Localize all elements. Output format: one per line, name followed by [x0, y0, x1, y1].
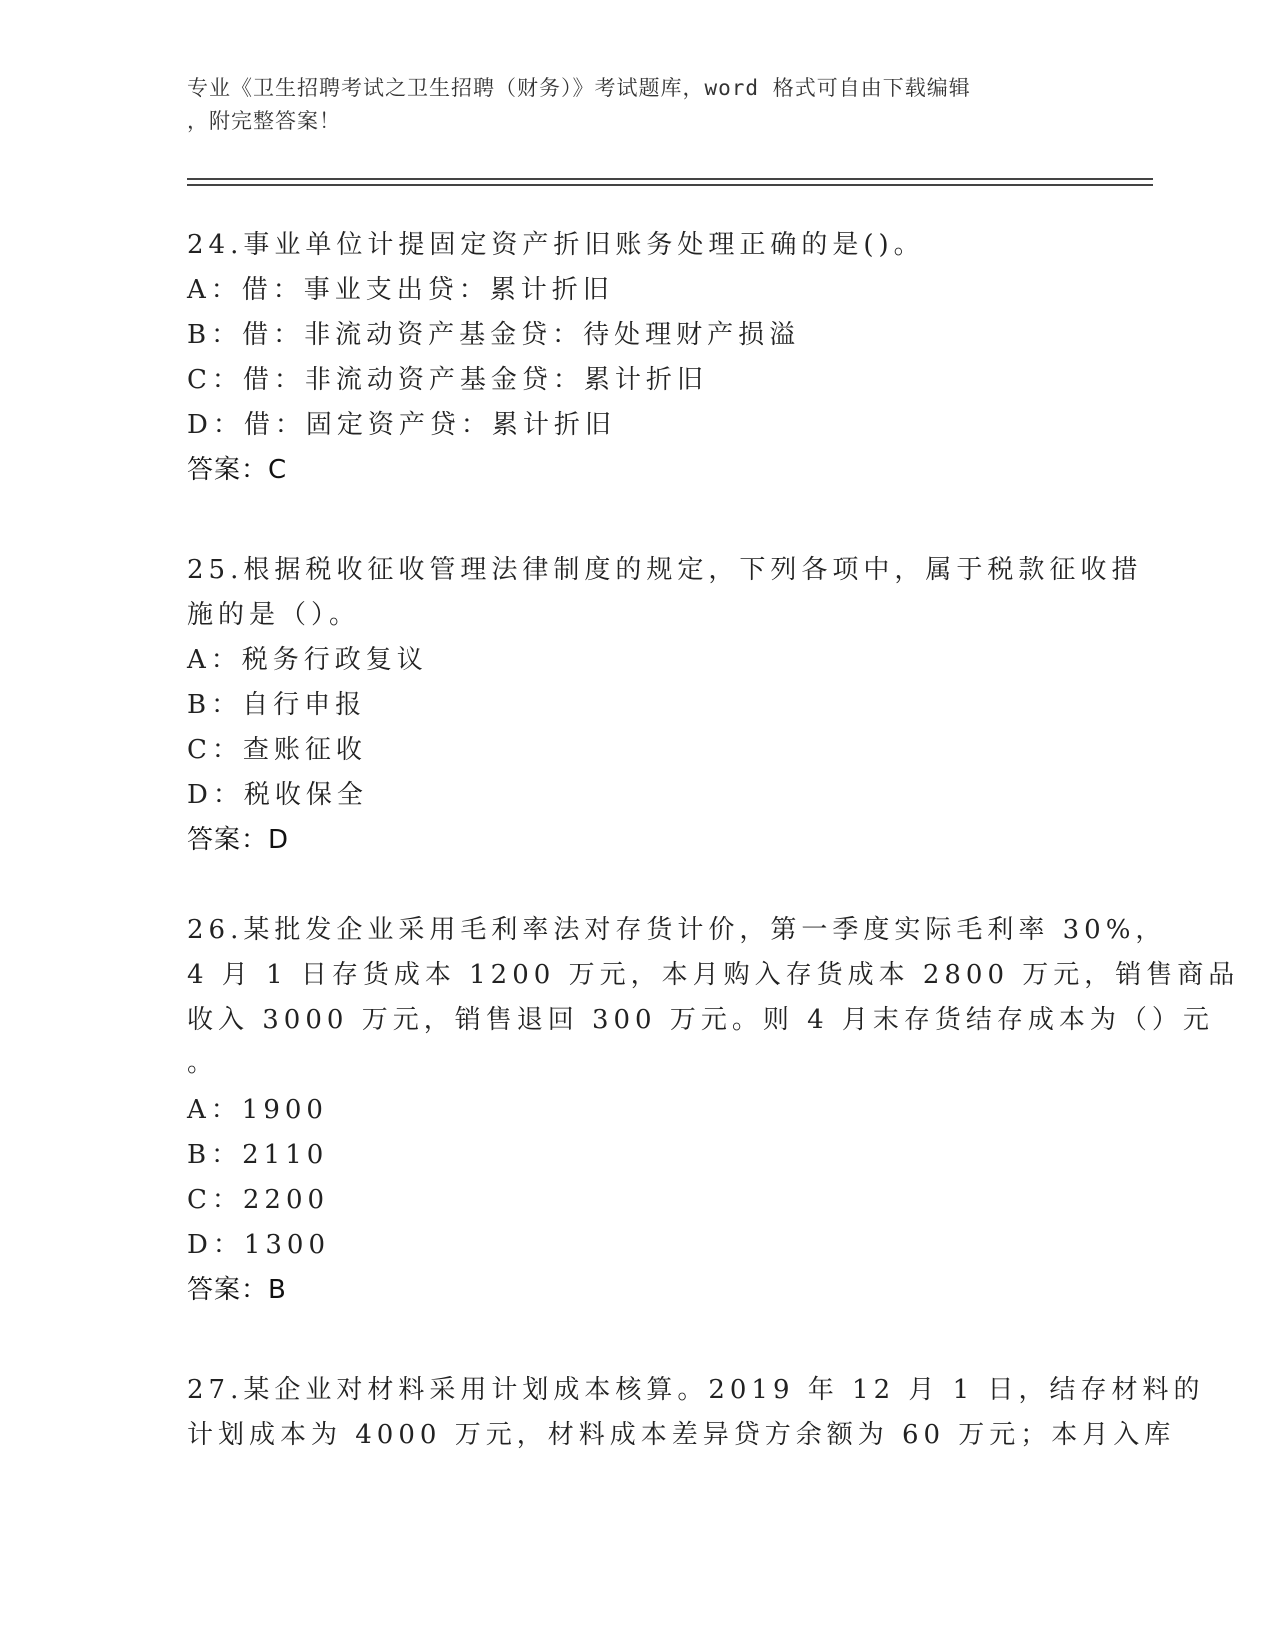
header-line-2: ，附完整答案！ [187, 109, 341, 133]
question-26-answer: 答案：B [187, 1275, 287, 1305]
question-26-option-c: C：2200 [187, 1185, 330, 1215]
question-25-stem-line-1: 25.根据税收征收管理法律制度的规定，下列各项中，属于税款征收措 [187, 555, 1143, 585]
question-26-option-a: A：1900 [187, 1095, 328, 1125]
document-header [187, 72, 1067, 138]
question-24-option-c: C：借：非流动资产基金贷：累计折旧 [187, 365, 708, 395]
question-26-stem-line-1: 26.某批发企业采用毛利率法对存货计价，第一季度实际毛利率 30%， [187, 915, 1167, 945]
header-divider-bottom [187, 184, 1153, 186]
header-divider-top [187, 178, 1153, 180]
question-25-answer: 答案：D [187, 825, 290, 855]
question-27-stem-line-2: 计划成本为 4000 万元，材料成本差异贷方余额为 60 万元；本月入库 [187, 1420, 1176, 1450]
question-24-answer: 答案：C [187, 455, 288, 485]
question-26-stem-line-4: 。 [187, 1048, 219, 1078]
question-24-option-d: D：借：固定资产贷：累计折旧 [187, 410, 616, 440]
question-26-stem-line-2: 4 月 1 日存货成本 1200 万元，本月购入存货成本 2800 万元，销售商品 [187, 960, 1240, 990]
question-26-option-b: B：2110 [187, 1140, 329, 1170]
question-24-option-a: A：借：事业支出贷：累计折旧 [187, 275, 614, 305]
question-26-option-d: D：1300 [187, 1230, 331, 1260]
question-24-stem-line-1: 24.事业单位计提固定资产折旧账务处理正确的是()。 [187, 230, 925, 260]
question-26-stem-line-3: 收入 3000 万元，销售退回 300 万元。则 4 月末存货结存成本为（）元 [187, 1005, 1214, 1035]
question-25-stem-line-2: 施的是（）。 [187, 600, 361, 630]
question-25-option-a: A：税务行政复议 [187, 645, 428, 675]
header-line-1: 专业《卫生招聘考试之卫生招聘（财务）》考试题库，word 格式可自由下载编辑 [187, 76, 971, 100]
question-27-stem-line-1: 27.某企业对材料采用计划成本核算。2019 年 12 月 1 日，结存材料的 [187, 1375, 1205, 1405]
question-25-option-c: C：查账征收 [187, 735, 367, 765]
question-25-option-b: B：自行申报 [187, 690, 367, 720]
question-25-option-d: D：税收保全 [187, 780, 368, 810]
question-24-option-b: B：借：非流动资产基金贷：待处理财产损溢 [187, 320, 801, 350]
